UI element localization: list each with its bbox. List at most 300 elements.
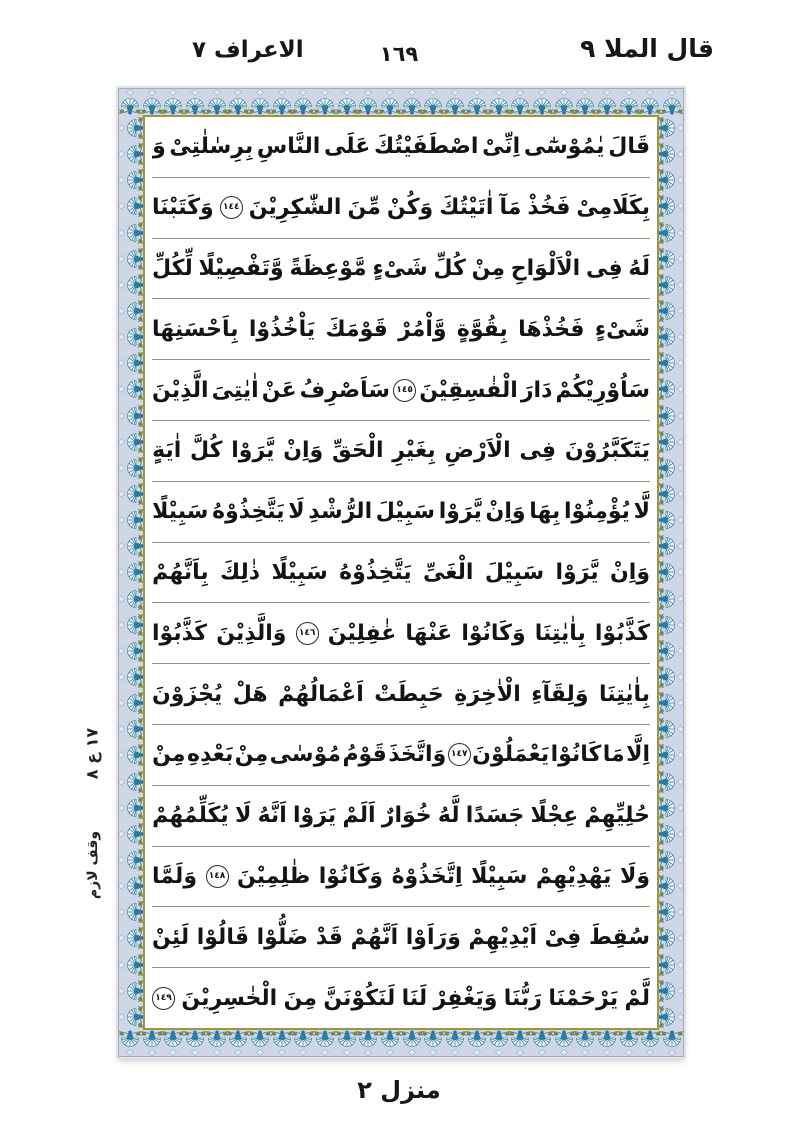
ayah-word: سَبِيْلًا	[152, 499, 209, 525]
ayah-word: وَلِقَآءِ	[531, 681, 589, 707]
border-motif-cell	[659, 376, 683, 402]
border-fan-motif-icon	[658, 222, 684, 244]
ayah-word: كَانُوْا	[550, 742, 602, 768]
border-fan-motif-icon	[119, 89, 141, 115]
ayah-word: الْحَقِّ	[332, 438, 384, 464]
border-fan-motif-icon	[658, 274, 684, 296]
border-fan-motif-icon	[118, 300, 144, 322]
ayah-word: شَىْءٍ	[372, 255, 428, 281]
header-surah-label: الاعراف ٧	[192, 37, 304, 63]
quran-line	[152, 421, 650, 482]
ayah-word: الْغَىِّ	[422, 559, 474, 585]
ayah-word: سَبِيْلَ	[375, 499, 436, 525]
border-fan-motif-icon	[271, 89, 293, 115]
border-motif-cell	[659, 925, 683, 951]
border-motif-cell	[379, 1030, 401, 1056]
quran-line	[152, 178, 650, 239]
border-motif-cell	[659, 612, 683, 638]
ayah-word: اَنَّهُمْ	[350, 924, 399, 950]
border-motif-cell	[574, 89, 596, 115]
border-fan-motif-icon	[658, 849, 684, 871]
border-motif-cell	[401, 89, 423, 115]
border-motif-cell	[531, 89, 553, 115]
border-motif-cell	[659, 507, 683, 533]
border-fan-motif-icon	[488, 1030, 510, 1056]
border-fan-motif-icon	[314, 89, 336, 115]
border-motif-cell	[659, 795, 683, 821]
border-fan-motif-icon	[118, 169, 144, 191]
ayah-word: ظٰلِمِيْنَ	[237, 863, 311, 889]
border-fan-motif-icon	[118, 692, 144, 714]
border-motif-cell	[227, 1030, 249, 1056]
ayah-word: بِكَلَامِىْ	[576, 195, 650, 221]
border-motif-cell	[206, 1030, 228, 1056]
border-fan-motif-icon	[118, 117, 144, 139]
ayah-word: وَّتَفْصِيْلًا	[198, 255, 284, 281]
border-motif-cell	[659, 324, 683, 350]
border-motif-cell	[659, 246, 683, 272]
border-motif-cell	[659, 873, 683, 899]
ruku-marker: ١٧ ع ٨	[82, 727, 102, 780]
ayah-word: بِاَنَّهُمْ	[152, 559, 209, 585]
border-fan-motif-icon	[509, 89, 531, 115]
border-fan-motif-icon	[227, 89, 249, 115]
border-fan-motif-icon	[118, 927, 144, 949]
border-fan-motif-icon	[119, 1030, 141, 1056]
border-fan-motif-icon	[658, 901, 684, 923]
border-motif-cell	[618, 1030, 640, 1056]
border-motif-cell	[659, 1004, 683, 1030]
border-fan-motif-icon	[574, 89, 596, 115]
ayah-word: وَكَتَبْنَا	[152, 195, 214, 221]
border-motif-cell	[119, 1004, 143, 1030]
border-motif-cell	[618, 89, 640, 115]
ayah-word: قَوْمَكَ	[325, 316, 388, 342]
border-fan-motif-icon	[658, 405, 684, 427]
border-top-band	[119, 89, 683, 115]
border-motif-cell	[314, 1030, 336, 1056]
ayah-word: مِنْ	[234, 742, 269, 768]
border-fan-motif-icon	[357, 1030, 379, 1056]
ayah-word: سَاَصْرِفُ	[299, 377, 391, 403]
ayah-word: حُلِيِّهِمْ	[584, 803, 650, 829]
border-fan-motif-icon	[227, 1030, 249, 1056]
ayah-word: لَا	[288, 499, 305, 525]
ayah-word: شَىْءٍ	[594, 316, 650, 342]
border-motif-cell	[119, 899, 143, 925]
ayah-word: يَهْدِيْهِمْ	[535, 863, 612, 889]
ayah-word: كَذَّبُوْا	[152, 620, 208, 646]
border-fan-motif-icon	[658, 954, 684, 976]
ayah-word: لَهُ	[628, 255, 650, 281]
ayah-word: مِنْ	[471, 255, 505, 281]
ayah-word: يَّرَوْا	[555, 559, 599, 585]
border-fan-motif-icon	[357, 89, 379, 115]
border-fan-motif-icon	[292, 89, 314, 115]
ayah-word: وَلَمَّا	[152, 863, 197, 889]
border-motif-cell	[358, 89, 380, 115]
quran-line	[152, 968, 650, 1028]
ayah-word: بَعْدِهِ	[186, 742, 234, 768]
border-fan-motif-icon	[658, 771, 684, 793]
ayah-word: اَنَّهُ	[257, 803, 287, 829]
border-motif-cell	[119, 455, 143, 481]
border-fan-motif-icon	[401, 89, 423, 115]
border-motif-cell	[659, 690, 683, 716]
ayah-word: لَّا	[633, 499, 650, 525]
ayah-word: غٰفِلِيْنَ	[327, 620, 397, 646]
border-motif-cell	[119, 350, 143, 376]
border-motif-cell	[659, 481, 683, 507]
ayah-word: يُكَلِّمُهُمْ	[152, 803, 229, 829]
ayah-number-marker: ١٤٨	[206, 865, 229, 888]
quran-line	[152, 847, 650, 908]
border-motif-cell	[531, 1030, 553, 1056]
border-fan-motif-icon	[658, 300, 684, 322]
ayah-word: بِهَا	[529, 499, 561, 525]
border-motif-cell	[119, 795, 143, 821]
border-fan-motif-icon	[118, 875, 144, 897]
ayah-word: عِجْلًا	[530, 803, 579, 829]
ayah-word: يَّرَوْا	[438, 499, 482, 525]
ayah-word: يُجْزَوْنَ	[152, 681, 223, 707]
quran-line	[152, 907, 650, 968]
border-motif-cell	[119, 220, 143, 246]
border-motif-cell	[119, 324, 143, 350]
ayah-word: الْاَلْوَاحِ	[510, 255, 581, 281]
border-motif-cell	[141, 89, 163, 115]
ayah-number-marker: ١٤٧	[448, 743, 471, 766]
ayah-word: بِرِسٰلٰتِىْ	[169, 134, 254, 160]
border-fan-motif-icon	[658, 352, 684, 374]
ayah-word: وَاِنْ	[283, 438, 324, 464]
border-fan-motif-icon	[658, 169, 684, 191]
border-fan-motif-icon	[639, 89, 661, 115]
border-motif-cell	[509, 89, 531, 115]
border-fan-motif-icon	[249, 89, 271, 115]
border-motif-cell	[119, 481, 143, 507]
border-motif-cell	[184, 1030, 206, 1056]
ayah-word: فَخُذْهَا	[518, 316, 585, 342]
ayah-word: ذٰلِكَ	[220, 559, 261, 585]
border-motif-cell	[659, 141, 683, 167]
ayah-word: وَالَّذِيْنَ	[216, 620, 287, 646]
border-motif-cell	[659, 115, 683, 141]
border-fan-motif-icon	[206, 1030, 228, 1056]
border-fan-motif-icon	[658, 1006, 684, 1028]
border-motif-cell	[119, 742, 143, 768]
border-motif-cell	[553, 89, 575, 115]
ayah-word: كُلَّ	[190, 438, 223, 464]
border-fan-motif-icon	[444, 1030, 466, 1056]
ayah-word: فِى	[585, 255, 623, 281]
border-fan-motif-icon	[314, 1030, 336, 1056]
border-motif-cell	[659, 638, 683, 664]
border-fan-motif-icon	[639, 1030, 661, 1056]
border-motif-cell	[119, 664, 143, 690]
ayah-word: يَّرَوْا	[231, 438, 275, 464]
border-fan-motif-icon	[658, 195, 684, 217]
border-motif-cell	[423, 89, 445, 115]
border-motif-cell	[553, 1030, 575, 1056]
border-fan-motif-icon	[658, 666, 684, 688]
waqf-lazim-note: وقف لازم	[85, 830, 101, 900]
quran-line	[152, 117, 650, 178]
ayah-word: فِىْ	[544, 924, 582, 950]
quran-line	[152, 360, 650, 421]
border-fan-motif-icon	[531, 89, 553, 115]
border-fan-motif-icon	[379, 89, 401, 115]
ayah-word: قَالُوْا	[196, 924, 249, 950]
border-fan-motif-icon	[118, 614, 144, 636]
border-fan-motif-icon	[118, 483, 144, 505]
border-motif-cell	[271, 1030, 293, 1056]
border-fan-motif-icon	[118, 431, 144, 453]
border-fan-motif-icon	[553, 1030, 575, 1056]
border-fan-motif-icon	[661, 89, 683, 115]
border-fan-motif-icon	[658, 640, 684, 662]
ayah-word: اَعْمَالُهُمْ	[278, 681, 364, 707]
ayah-word: وَكَانُوْا	[318, 863, 384, 889]
ayah-word: الرُّشْدِ	[308, 499, 373, 525]
border-motif-cell	[119, 507, 143, 533]
ayah-word: مَّوْعِظَةً	[289, 255, 367, 281]
border-motif-cell	[659, 769, 683, 795]
ayah-word: لَا	[234, 803, 252, 829]
ayah-word: مَآ	[499, 195, 522, 221]
header-juz-label: قال الملا ٩	[580, 34, 714, 63]
border-fan-motif-icon	[118, 980, 144, 1002]
ayah-word: الْاَرْضِ	[444, 438, 511, 464]
ayah-number-marker: ١٤٤	[220, 196, 243, 219]
border-fan-motif-icon	[249, 1030, 271, 1056]
border-fan-motif-icon	[596, 1030, 618, 1056]
border-motif-cell	[509, 1030, 531, 1056]
border-motif-cell	[119, 559, 143, 585]
border-fan-motif-icon	[661, 1030, 683, 1056]
border-motif-cell	[659, 899, 683, 925]
ayah-word: يَتَكَبَّرُوْنَ	[564, 438, 650, 464]
ayah-word: اَيْدِيْهِمْ	[468, 924, 538, 950]
ayah-word: اٰيَةٍ	[152, 438, 182, 464]
ayah-word: مِّنَ	[347, 195, 381, 221]
border-fan-motif-icon	[118, 143, 144, 165]
ayah-word: بِاَحْسَنِهَا	[152, 316, 239, 342]
ayah-word: خُوَارٌ	[381, 803, 432, 829]
border-fan-motif-icon	[658, 509, 684, 531]
border-motif-cell	[162, 1030, 184, 1056]
ayah-word: الَّذِيْنَ	[152, 377, 209, 403]
manzil-label: منزل ٢	[357, 1076, 441, 1104]
ayah-word: وَكَانُوْا	[461, 620, 526, 646]
border-motif-cell	[488, 89, 510, 115]
ayah-word: يٰمُوْسٰٓى	[523, 134, 605, 160]
ayah-word: اِتَّخَذُوْهُ	[391, 863, 463, 889]
ayah-word: يَتَّخِذُوْهُ	[339, 559, 412, 585]
ayah-word: يُؤْمِنُوْا	[563, 499, 630, 525]
border-fan-motif-icon	[118, 509, 144, 531]
ayah-word: لَّمْ	[624, 985, 650, 1011]
border-motif-cell	[119, 115, 143, 141]
border-fan-motif-icon	[118, 457, 144, 479]
ayah-word: سَبِيْلًا	[271, 559, 328, 585]
ayah-word: وَ	[152, 134, 166, 160]
ayah-word: يَرَوْا	[293, 803, 337, 829]
border-motif-cell	[596, 89, 618, 115]
border-motif-cell	[444, 1030, 466, 1056]
border-motif-cell	[314, 89, 336, 115]
border-fan-motif-icon	[118, 744, 144, 766]
border-motif-cell	[119, 821, 143, 847]
border-right-band	[659, 115, 683, 1030]
ayah-word: دَارَ	[520, 377, 553, 403]
header-page-number: ١٦٩	[379, 42, 419, 66]
border-fan-motif-icon	[422, 1030, 444, 1056]
quran-text-area	[143, 115, 659, 1030]
border-motif-cell	[379, 89, 401, 115]
ayah-word: وَلَا	[619, 863, 650, 889]
border-motif-cell	[659, 559, 683, 585]
ayah-word: وَّاْمُرْ	[398, 316, 447, 342]
ayah-word: قَدْ	[315, 924, 343, 950]
border-fan-motif-icon	[658, 248, 684, 270]
ayah-word: اَلَمْ	[342, 803, 376, 829]
border-motif-cell	[659, 193, 683, 219]
border-fan-motif-icon	[118, 640, 144, 662]
border-motif-cell	[659, 821, 683, 847]
quran-line	[152, 482, 650, 543]
border-motif-cell	[119, 586, 143, 612]
border-fan-motif-icon	[118, 326, 144, 348]
border-motif-cell	[119, 978, 143, 1004]
border-fan-motif-icon	[118, 561, 144, 583]
ayah-word: فَخُذْ	[527, 195, 571, 221]
ayah-word: وَاِنْ	[610, 559, 650, 585]
border-motif-cell	[659, 847, 683, 873]
border-motif-cell	[119, 246, 143, 272]
ayah-word: فِى	[519, 438, 557, 464]
border-motif-cell	[423, 1030, 445, 1056]
border-fan-motif-icon	[118, 222, 144, 244]
quran-line	[152, 543, 650, 604]
ayah-word: الشّٰكِرِيْنَ	[248, 195, 342, 221]
border-fan-motif-icon	[162, 89, 184, 115]
quran-line	[152, 239, 650, 300]
border-motif-cell	[659, 586, 683, 612]
border-fan-motif-icon	[488, 89, 510, 115]
border-motif-cell	[659, 167, 683, 193]
border-motif-cell	[119, 429, 143, 455]
border-motif-cell	[659, 952, 683, 978]
border-fan-motif-icon	[118, 195, 144, 217]
border-motif-cell	[659, 978, 683, 1004]
ayah-word: هَلْ	[232, 681, 268, 707]
border-motif-cell	[659, 429, 683, 455]
ayah-word: حَبِطَتْ	[374, 681, 444, 707]
ayah-word: ضَلُّوْا	[256, 924, 309, 950]
ayah-word: وَكُنْ	[386, 195, 434, 221]
border-fan-motif-icon	[658, 431, 684, 453]
border-fan-motif-icon	[553, 89, 575, 115]
border-motif-cell	[659, 533, 683, 559]
border-motif-cell	[119, 716, 143, 742]
border-fan-motif-icon	[658, 457, 684, 479]
border-motif-cell	[119, 89, 141, 115]
border-fan-motif-icon	[658, 980, 684, 1002]
border-fan-motif-icon	[658, 823, 684, 845]
border-motif-cell	[659, 455, 683, 481]
border-motif-cell	[119, 612, 143, 638]
border-fan-motif-icon	[118, 718, 144, 740]
ayah-word: لِّكُلِّ	[152, 255, 193, 281]
border-motif-cell	[141, 1030, 163, 1056]
border-motif-cell	[119, 376, 143, 402]
border-fan-motif-icon	[658, 692, 684, 714]
border-bottom-band	[119, 1030, 683, 1056]
border-fan-motif-icon	[118, 849, 144, 871]
border-motif-cell	[488, 1030, 510, 1056]
border-motif-cell	[119, 847, 143, 873]
ayah-word: اِنِّىْ	[482, 134, 521, 160]
border-fan-motif-icon	[531, 1030, 553, 1056]
border-fan-motif-icon	[466, 89, 488, 115]
ayah-word: لَئِنْ	[152, 924, 190, 950]
ayah-word: عَنْ	[261, 377, 297, 403]
border-motif-cell	[661, 89, 683, 115]
ayah-word: مُوْسٰى	[269, 742, 341, 768]
border-motif-cell	[119, 403, 143, 429]
border-motif-cell	[659, 742, 683, 768]
ayah-number-marker: ١٤٩	[152, 987, 175, 1010]
border-fan-motif-icon	[658, 143, 684, 165]
ayah-word: كَذَّبُوْا	[594, 620, 650, 646]
border-fan-motif-icon	[118, 901, 144, 923]
border-fan-motif-icon	[292, 1030, 314, 1056]
ayah-word: عَلَى	[323, 134, 371, 160]
ayah-word: وَرَاَوْا	[405, 924, 461, 950]
border-fan-motif-icon	[596, 89, 618, 115]
border-left-band	[119, 115, 143, 1030]
border-motif-cell	[659, 664, 683, 690]
border-motif-cell	[293, 1030, 315, 1056]
border-fan-motif-icon	[141, 89, 163, 115]
border-fan-motif-icon	[658, 927, 684, 949]
border-fan-motif-icon	[336, 1030, 358, 1056]
ayah-word: مِنْ	[152, 742, 186, 768]
border-fan-motif-icon	[658, 326, 684, 348]
quran-line	[152, 664, 650, 725]
border-motif-cell	[119, 193, 143, 219]
border-motif-cell	[119, 873, 143, 899]
border-fan-motif-icon	[574, 1030, 596, 1056]
border-fan-motif-icon	[118, 378, 144, 400]
border-motif-cell	[466, 1030, 488, 1056]
border-motif-cell	[659, 220, 683, 246]
ayah-word: لَّهُ	[437, 803, 460, 829]
ayah-word: عَنْهَا	[405, 620, 453, 646]
ayah-word: يَاْخُذُوْا	[248, 316, 316, 342]
border-motif-cell	[119, 298, 143, 324]
border-fan-motif-icon	[658, 588, 684, 610]
quran-line	[152, 725, 650, 786]
border-fan-motif-icon	[118, 666, 144, 688]
border-motif-cell	[119, 1030, 141, 1056]
quran-line	[152, 786, 650, 847]
border-motif-cell	[336, 89, 358, 115]
border-fan-motif-icon	[509, 1030, 531, 1056]
ayah-word: قَوْمُ	[342, 742, 387, 768]
border-motif-cell	[574, 1030, 596, 1056]
